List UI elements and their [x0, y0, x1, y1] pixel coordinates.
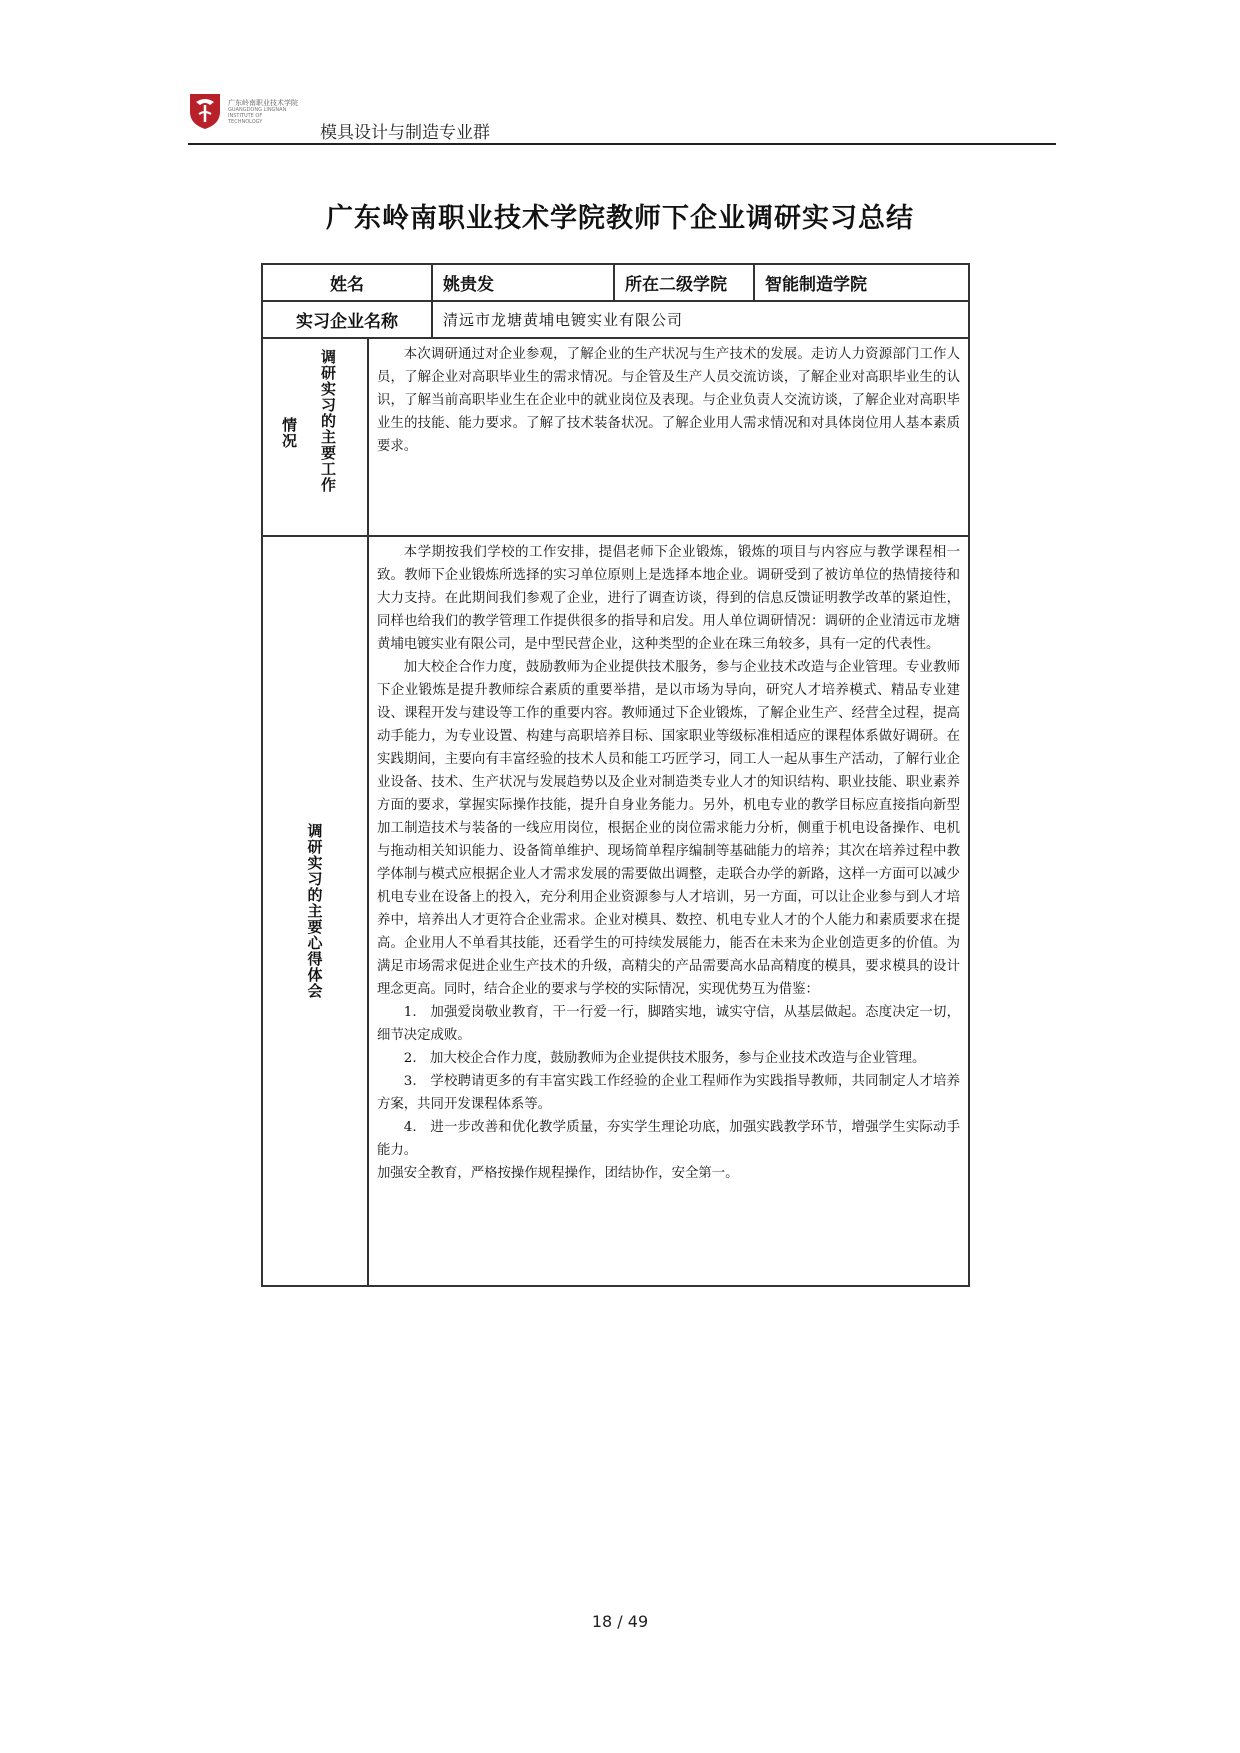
- work-label-cell: [262, 338, 368, 536]
- college-label: 所在二级学院: [614, 264, 754, 301]
- experience-content: [368, 536, 969, 1286]
- company-value: 清远市龙塘黄埔电镀实业有限公司: [432, 301, 969, 338]
- name-value: 姚贵发: [432, 264, 614, 301]
- page-number: 18 / 49: [591, 1612, 649, 1631]
- school-logo: [188, 92, 222, 130]
- experience-paragraph: 加大校企合作力度，鼓励教师为企业提供技术服务，参与企业技术改造与企业管理。专业教师下企业锻炼是提升教师综合素质的重要举措，是以市场为导向，研究人才培养模式、精品专业建设、课程开发与建设等工作的重要内容。教师通过下企业锻炼，了解企业生产、经营全过程，提高动手能力，为专业设置、构建与高职培养目标、国家职业等级标准相适应的课程体系做好调研。在实践期间，主要向有丰富经验的技术人员和能工巧匠学习，同工人一起从事生产活动，了解行业企业设备、技术、生产状况与发展趋势以及企业对制造类专业人才的知识结构、职业技能、职业素养方面的要求，掌握实际操作技能，提升自身业务能力。另外，机电专业的教学目标应直接指向新型加工制造技术与装备的一线应用岗位，根据企业的岗位需求能力分析，侧重于机电设备操作、电机与拖动相关知识能力、设备简单维护、现场简单程序编制等基础能力的培养；其次在培养过程中教学体制与模式应根据企业人才需求发展的需要做出调整，走联合办学的新路，这样一方面可以减少机电专业在设备上的投入，充分利用企业资源参与人才培训，另一方面，可以让企业参与到人才培养中，培养出人才更符合企业需求。企业对模具、数控、机电专业人才的个人能力和素质要求在提高。企业用人不单看其技能，还看学生的可持续发展能力，能否在未来为企业创造更多的价值。为满足市场需求促进企业生产技术的升级，高精尖的产品需要高水品高精度的模具，要求模具的设计理念更高。同时，结合企业的要求与学校的实际情况，实现优势互为借鉴：: [377, 660, 960, 997]
- header-subtitle: 模具设计与制造专业群: [320, 123, 490, 143]
- experience-list-item: 4. 进一步改善和优化教学质量，夯实学生理论功底，加强实践教学环节，增强学生实际动手能力。: [377, 1120, 960, 1158]
- work-content: [368, 338, 969, 536]
- company-row: [262, 301, 969, 338]
- experience-list-item: 2. 加大校企合作力度，鼓励教师为企业提供技术服务，参与企业技术改造与企业管理。: [403, 1051, 926, 1066]
- work-label-side: 情况: [280, 417, 298, 449]
- name-label: 姓名: [262, 264, 432, 301]
- experience-list-item: 3. 学校聘请更多的有丰富实践工作经验的企业工程师作为实践指导教师，共同制定人才培养方案，共同开发课程体系等。: [377, 1074, 960, 1112]
- work-label-main: 调研实习的主要工作: [319, 349, 337, 493]
- name-row: [262, 264, 969, 301]
- experience-closing: 加强安全教育，严格按操作规程操作，团结协作，安全第一。: [377, 1166, 739, 1181]
- experience-list-item: 1. 加强爱岗敬业教育，干一行爱一行，脚踏实地，诚实守信，从基层做起。态度决定一切，细节决定成败。: [377, 1005, 960, 1043]
- school-name-en: GUANGDONG LINGNAN INSTITUTE OF TECHNOLOGY: [228, 107, 287, 125]
- header-divider: [188, 143, 1056, 145]
- work-row: [262, 338, 969, 536]
- page-header: [188, 88, 1056, 146]
- college-value: 智能制造学院: [754, 264, 969, 301]
- experience-label: 调研实习的主要心得体会: [305, 823, 324, 999]
- experience-paragraph: 本学期按我们学校的工作安排，提倡老师下企业锻炼，锻炼的项目与内容应与教学课程相一致。教师下企业锻炼所选择的实习单位原则上是选择本地企业。调研受到了被访单位的热情接待和大力支持。在此期间我们参观了企业，进行了调查访谈，得到的信息反馈证明教学改革的紧迫性，同样也给我们的教学管理工作提供很多的指导和启发。用人单位调研情况：调研的企业清远市龙塘黄埔电镀实业有限公司，是中型民营企业，这种类型的企业在珠三角较多，具有一定的代表性。: [377, 545, 960, 652]
- company-label: 实习企业名称: [262, 301, 432, 338]
- document-title: 广东岭南职业技术学院教师下企业调研实习总结: [326, 203, 914, 234]
- experience-label-cell: [262, 536, 368, 1286]
- work-text: 本次调研通过对企业参观，了解企业的生产状况与生产技术的发展。走访人力资源部门工作人员，了解企业对高职毕业生的需求情况。与企管及生产人员交流访谈，了解企业对高职毕业生的认识，了解当前高职毕业生在企业中的就业岗位及表现。与企业负责人交流访谈，了解企业对高职毕业生的技能、能力要求。了解了技术装备状况。了解企业用人需求情况和对具体岗位用人基本素质要求。: [377, 347, 960, 454]
- experience-row: [262, 536, 969, 1286]
- school-name-cn: 广东岭南职业技术学院: [228, 99, 298, 107]
- summary-form-table: [261, 263, 970, 1287]
